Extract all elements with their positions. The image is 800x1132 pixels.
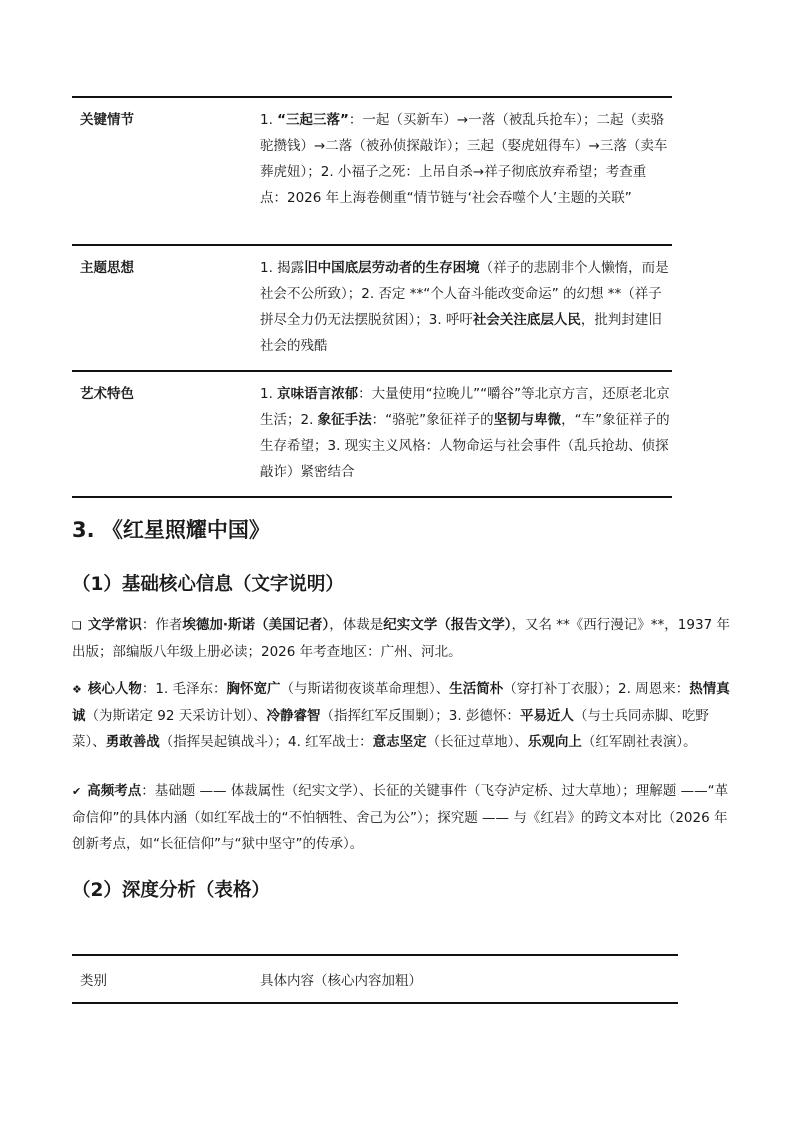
deep-analysis-table-header [72, 954, 678, 1004]
paragraph-text [72, 783, 728, 852]
bold-text: 文学常识 [87, 617, 142, 633]
text-run: ：“骆驼”象征祥子的 [371, 412, 494, 428]
bold-text: 胸怀宽广 [226, 681, 281, 697]
paragraph-key-exam-points [72, 778, 732, 857]
text-run: （红军剧社表演）。 [581, 734, 697, 750]
header-content: 具体内容（核心内容加粗） [260, 973, 422, 989]
text-run: ：作者 [141, 617, 183, 633]
bold-text: 埃德加·斯诺（美国记者） [182, 617, 330, 633]
bold-text: 坚韧与卑微 [493, 412, 562, 428]
table-row [72, 370, 672, 498]
text-run: ，“车”象征祥子的生存希望；3. 现实主义风格：人物命运与社会事件（乱兵抢劫、侦探敲诈）紧密结合 [260, 412, 670, 480]
text-run: 1. [260, 386, 278, 402]
check-bullet-icon: ✔ [72, 785, 82, 798]
paragraph-text [72, 617, 730, 660]
bold-text: “三起三落” [277, 112, 349, 128]
text-run: （与士兵同赤脚、吃野菜）、 [72, 708, 709, 750]
bold-text: 社会关注底层人民 [472, 312, 581, 328]
square-bullet-icon: ❏ [72, 619, 82, 632]
text-run: （与斯诺彻夜谈革命理想）、 [280, 681, 450, 697]
bold-text: 生活简朴 [449, 681, 504, 697]
text-run: ：1. 毛泽东： [141, 681, 227, 697]
paragraph-text [72, 681, 730, 750]
subsection-title-deep-analysis: （2）深度分析（表格） [72, 880, 270, 901]
bold-text: 旧中国底层劳动者的生存困境 [304, 260, 480, 276]
bold-text: 乐观向上 [527, 734, 582, 750]
bold-text: 京味语言浓郁 [277, 386, 359, 402]
bold-text: 纪实文学（报告文学） [383, 617, 512, 633]
bold-text: 高频考点 [87, 783, 142, 799]
bold-text: 象征手法 [317, 412, 372, 428]
paragraph-core-characters [72, 676, 732, 755]
text-run: ，体裁是 [329, 617, 384, 633]
row-content [260, 98, 670, 244]
row-content [260, 246, 670, 370]
bold-text: 核心人物 [87, 681, 142, 697]
row-category: 关键情节 [80, 112, 134, 128]
text-run: （指挥红军反围剿）；3. 彭德怀： [320, 708, 520, 724]
bold-text: 热情真诚 [72, 681, 730, 724]
row-category: 艺术特色 [80, 386, 134, 402]
text-run: ：大量使用“拉晚儿”“嚼谷”等北京方言，还原老北京生活；2. [260, 386, 670, 428]
diamond-bullet-icon: ❖ [72, 683, 82, 696]
bold-text: 勇敢善战 [105, 734, 160, 750]
text-run: （祥子的悲剧非个人懒惰，而是社会不公所致）；2. 否定 **“个人奋斗能改变命运” 的幻想 **（祥子拼尽全力仍无法摆脱贫困）；3. 呼吁 [260, 260, 669, 328]
text-run: ，批判封建旧社会的残酷 [260, 312, 662, 354]
bold-text: 冷静睿智 [266, 708, 321, 724]
text-run: （长征过草地）、 [426, 734, 528, 750]
text-run: ，又名 **《西行漫记》**，1937 年出版；部编版八年级上册必读；2026 年考查地区：广州、河北。 [72, 617, 730, 660]
table-row [72, 244, 672, 370]
row-category: 主题思想 [80, 260, 134, 276]
table-row [72, 96, 672, 244]
text-run: 1. 揭露 [260, 260, 305, 276]
text-run: ：一起（买新车）→一落（被乱兵抢车）；二起（卖骆驼攒钱）→二落（被孙侦探敲诈）；三起（娶虎妞得车）→三落（卖车葬虎妞）；2. 小福子之死：上吊自杀→祥子彻底放弃希望；考查重点：2026 年上海卷侧重“情节链与‘社会吞噬个人’主题的关联” [260, 112, 668, 206]
text-run: （为斯诺定 92 天采访计划）、 [85, 708, 267, 724]
analysis-table [72, 96, 672, 498]
row-content [260, 372, 670, 496]
paragraph-literary-knowledge [72, 612, 732, 665]
text-run: ：基础题 —— 体裁属性（纪实文学）、长征的关键事件（飞夺泸定桥、过大草地）；理解题 ——“革命信仰”的具体内涵（如红军战士的“不怕牺牲、舍己为公”）；探究题 —— 与《红岩》的跨文本对比（2026 年创新考点，如“长征信仰”与“狱中坚守”的传承）。 [72, 783, 729, 852]
text-run: （穿打补丁衣服）；2. 周恩来： [503, 681, 690, 697]
text-run: （指挥吴起镇战斗）；4. 红军战士： [159, 734, 373, 750]
text-run: 1. [260, 112, 278, 128]
subsection-title-basic-info: （1）基础核心信息（文字说明） [72, 574, 344, 595]
header-category: 类别 [80, 973, 107, 989]
bold-text: 意志坚定 [372, 734, 427, 750]
bold-text: 平易近人 [519, 708, 574, 724]
section-title: 3. 《红星照耀中国》 [72, 518, 270, 542]
